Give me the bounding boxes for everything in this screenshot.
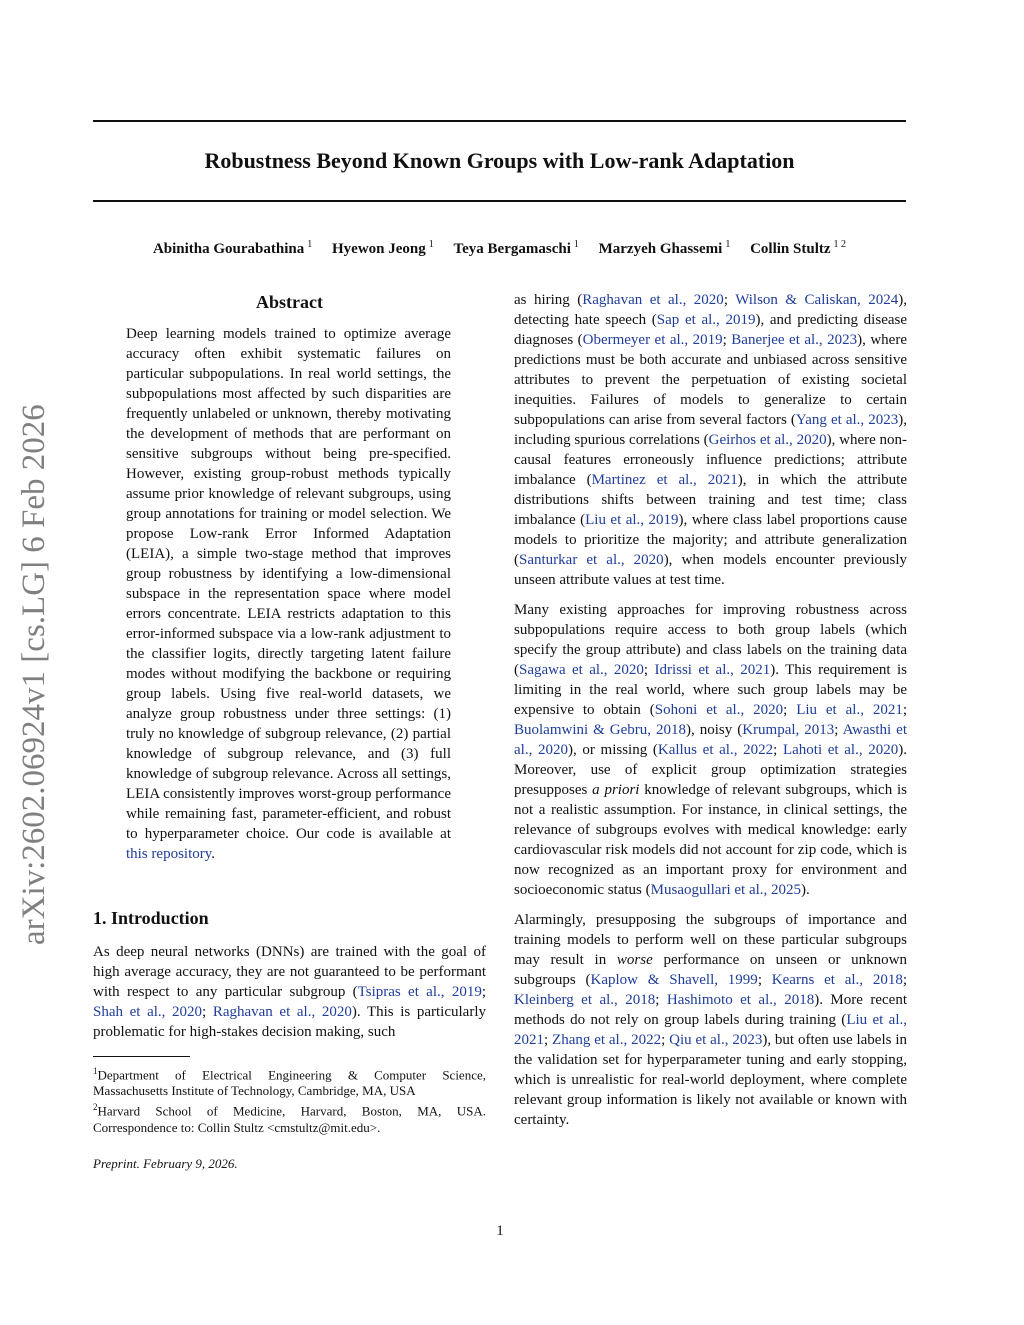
title-rule-top — [93, 120, 906, 122]
citation-link[interactable]: Musaogullari et al., 2025 — [650, 882, 802, 898]
author-name: Collin Stultz — [750, 241, 831, 257]
citation-link[interactable]: Santurkar et al., 2020 — [519, 552, 664, 568]
introduction-paragraph: As deep neural networks (DNNs) are trained with the goal of high average accuracy, they are not guaranteed to be performant with respect to any particular subgroup (Tsipras et al., 2019; Shah et al., 2020; Raghavan et al., 2020). This is particularly problematic for high-stakes decision making, such — [93, 944, 486, 1040]
footnote-divider — [93, 1056, 190, 1057]
introduction-heading: 1. Introduction — [93, 908, 209, 928]
citation-link[interactable]: Raghavan et al., 2020 — [582, 292, 724, 308]
citation-link[interactable]: Kallus et al., 2022 — [657, 742, 774, 758]
abstract-heading: Abstract — [256, 292, 323, 312]
body-paragraph: Many existing approaches for improving robustness across subpopulations require access to both group labels (which specify the group attribute) and class labels on the training data (Sagawa et al., 2020; Idrissi et al., 2021). This requirement is limiting in the real world, where such group labels may be expensive to obtain (Sohoni et al., 2020; Liu et al., 2021; Buolamwini & Gebru, 2018), noisy (Krumpal, 2013; Awasthi et al., 2020), or missing (Kallus et al., 2022; Lahoti et al., 2020). Moreover, use of explicit group optimization strategies presupposes a priori knowledge of relevant subgroups, which is not a realistic assumption. For instance, in clinical settings, the relevance of subgroups evolves with medical knowledge: early cardiovascular risk models did not account for zip code, which is now recognized as an important proxy for environment and socioeconomic status (Musaogullari et al., 2025). — [514, 602, 908, 898]
citation-link[interactable]: Hashimoto et al., 2018 — [666, 992, 815, 1008]
citation-link[interactable]: Banerjee et al., 2023 — [731, 332, 858, 348]
author-affiliation: 1 — [307, 239, 313, 250]
citation-link[interactable]: Tsipras et al., 2019 — [357, 984, 482, 1000]
citation-link[interactable]: Liu et al., 2019 — [585, 512, 679, 528]
arxiv-identifier: arXiv:2602.06924v1 [cs.LG] 6 Feb 2026 — [16, 404, 52, 945]
citation-link[interactable]: Geirhos et al., 2020 — [708, 432, 827, 448]
footnote-affiliation-2: $^2$Harvard School of Medicine, Harvard, Boston, MA, USA. Correspondence to: Collin Stultz <cmstultz@mit.edu>. — [93, 1102, 486, 1135]
citation-link[interactable]: Idrissi et al., 2021 — [654, 662, 771, 678]
citation-link[interactable]: Martinez et al., 2021 — [591, 472, 738, 488]
paper-title: Robustness Beyond Known Groups with Low-rank Adaptation — [204, 148, 795, 173]
author-affiliation: 1 — [428, 239, 434, 250]
citation-link[interactable]: Liu et al., 2021 — [796, 702, 903, 718]
right-column — [514, 290, 907, 1130]
repository-link[interactable]: this repository — [126, 846, 212, 862]
citation-link[interactable]: Sohoni et al., 2020 — [654, 702, 784, 718]
body-paragraph: as hiring (Raghavan et al., 2020; Wilson & Caliskan, 2024), detecting hate speech (Sap et al., 2019), and predicting disease diagnoses (Obermeyer et al., 2019; Banerjee et al., 2023), where predictions must be both accurate and unbiased across sensitive attributes to prevent the perpetuation of existing societal inequities. Failures of models to generalize to certain subpopulations can arise from several factors (Yang et al., 2023), including spurious correlations (Geirhos et al., 2020), where non-causal features erroneously influence predictions; attribute imbalance (Martinez et al., 2021), in which the attribute distributions shifts between training and test time; class imbalance (Liu et al., 2019), where class label proportions cause models to prioritize the majority; and attribute generalization (Santurkar et al., 2020), when models encounter previously unseen attribute values at test time. — [514, 292, 908, 588]
body-paragraph: Alarmingly, presupposing the subgroups of importance and training models to perform well on these particular subgroups may result in worse performance on unseen or unknown subgroups (Kaplow & Shavell, 1999; Kearns et al., 2018; Kleinberg et al., 2018; Hashimoto et al., 2018). More recent methods do not rely on group labels during training (Liu et al., 2021; Zhang et al., 2022; Qiu et al., 2023), but often use labels in the validation set for hyperparameter tuning and early stopping, which is unrealistic for real-world deployment, where complete relevant group information is likely not available or known with certainty. — [514, 912, 908, 1128]
abstract-text: Deep learning models trained to optimize average accuracy often exhibit systematic failures on particular subpopulations. In real world settings, the subpopulations most affected by such disparities are frequently unlabeled or unknown, thereby motivating the development of methods that are performant on sensitive subgroups without being pre-specified. However, existing group-robust methods typically assume prior knowledge of relevant subgroups, using group annotations for training or model selection. We propose Low-rank Error Informed Adaptation (LEIA), a simple two-stage method that improves group robustness by identifying a low-dimensional subspace in the representation space where model errors concentrate. LEIA restricts adaptation to this error-informed subspace via a low-rank adjustment to the classifier logits, directly targeting latent failure modes without modifying the backbone or requiring group labels. Using five real-world datasets, we analyze group robustness under three settings: (1) truly no knowledge of subgroup relevance, (2) partial knowledge of subgroup relevance, and (3) full knowledge of subgroup relevance. Across all settings, LEIA consistently improves worst-group performance while remaining fast, parameter-efficient, and robust to hyperparameter choice. Our code is available at — [126, 326, 451, 842]
author-affiliation: 1 — [725, 239, 731, 250]
footnote-affiliation-1: $^1$Department of Electrical Engineering & Computer Science, Massachusetts Institute of Technology, Cambridge, MA, USA — [93, 1066, 486, 1099]
author-name: Marzyeh Ghassemi — [598, 241, 723, 257]
abstract-body: Deep learning models trained to optimize average accuracy often exhibit systematic failures on particular subpopulations. In real world settings, the subpopulations most affected by such disparities are frequently unlabeled or unknown, thereby motivating the development of methods that are performant on sensitive subgroups without being pre-specified. However, existing group-robust methods typically assume prior knowledge of relevant subgroups, using group annotations for training or model selection. We propose Low-rank Error Informed Adaptation (LEIA), a simple two-stage method that improves group robustness by identifying a low-dimensional subspace in the representation space where model errors concentrate. LEIA restricts adaptation to this error-informed subspace via a low-rank adjustment to the classifier logits, directly targeting latent failure modes without modifying the backbone or requiring group labels. Using five real-world datasets, we analyze group robustness under three settings: (1) truly no knowledge of subgroup relevance, (2) partial knowledge of subgroup relevance, and (3) full knowledge of subgroup relevance. Across all settings, LEIA consistently improves worst-group performance while remaining fast, parameter-efficient, and robust to hyperparameter choice. Our code is available at this repository. — [126, 326, 451, 862]
citation-link[interactable]: Buolamwini & Gebru, 2018 — [514, 722, 686, 738]
author — [332, 241, 434, 257]
citation-link[interactable]: Wilson & Caliskan, 2024 — [735, 292, 899, 308]
author — [599, 241, 731, 257]
page-number: 1 — [496, 1223, 504, 1239]
citation-link[interactable]: Krumpal, 2013 — [742, 722, 835, 738]
citation-link[interactable]: Qiu et al., 2023 — [669, 1032, 763, 1048]
left-column — [93, 290, 486, 1172]
preprint-notice: Preprint. February 9, 2026. — [93, 1155, 238, 1171]
author-name: Abinitha Gourabathina — [152, 241, 305, 257]
citation-link[interactable]: Raghavan et al., 2020 — [212, 1004, 352, 1020]
author-affiliation: 1 2 — [833, 239, 847, 250]
author-name: Teya Bergamaschi — [453, 241, 571, 257]
citation-link[interactable]: Zhang et al., 2022 — [552, 1032, 662, 1048]
author-name: Hyewon Jeong — [332, 241, 426, 257]
citation-link[interactable]: Liu et al., 2021 — [514, 1012, 908, 1048]
title-rule-bottom — [93, 200, 906, 202]
author — [750, 241, 846, 257]
citation-link[interactable]: Shah et al., 2020 — [93, 1004, 203, 1020]
author — [153, 241, 312, 257]
author-affiliation: 1 — [573, 239, 579, 250]
citation-link[interactable]: Kearns et al., 2018 — [771, 972, 903, 988]
author — [454, 241, 579, 257]
citation-link[interactable]: Kleinberg et al., 2018 — [514, 992, 656, 1008]
citation-link[interactable]: Awasthi et al., 2020 — [514, 722, 907, 758]
citation-link[interactable]: Lahoti et al., 2020 — [782, 742, 899, 758]
citation-link[interactable]: Kaplow & Shavell, 1999 — [590, 972, 758, 988]
citation-link[interactable]: Yang et al., 2023 — [795, 412, 899, 428]
citation-link[interactable]: Sagawa et al., 2020 — [519, 662, 644, 678]
author-list — [93, 235, 906, 259]
citation-link[interactable]: Obermeyer et al., 2019 — [582, 332, 723, 348]
citation-link[interactable]: Sap et al., 2019 — [656, 312, 756, 328]
